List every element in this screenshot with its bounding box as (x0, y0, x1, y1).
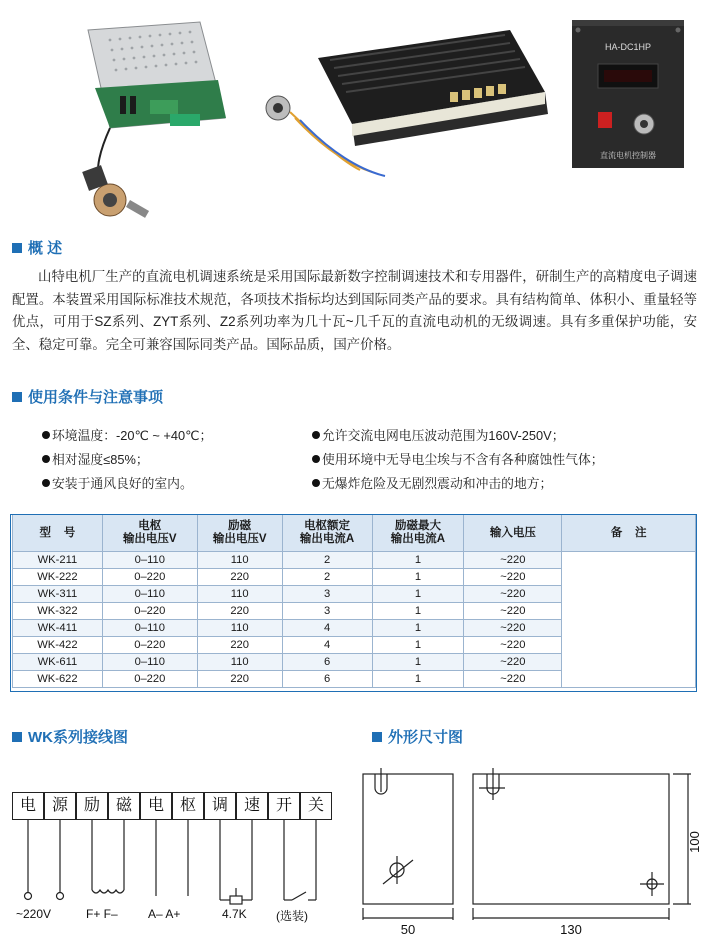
cell: ~220 (464, 671, 562, 688)
cell: 0–220 (102, 637, 197, 654)
cell: 1 (372, 654, 464, 671)
table-header-row (13, 515, 696, 552)
col-header: 励磁最大 输出电流A (372, 515, 464, 552)
notes-cell (562, 552, 696, 688)
cell-model: WK-311 (13, 586, 103, 603)
cell: 1 (372, 603, 464, 620)
terminal-power-1: 电 (12, 792, 44, 820)
cell: ~220 (464, 569, 562, 586)
cell: ~220 (464, 603, 562, 620)
cell-model: WK-211 (13, 552, 103, 569)
overview-heading (12, 237, 62, 258)
spec-table (12, 514, 696, 688)
cell: 0–220 (102, 603, 197, 620)
label-power: ~220V (16, 907, 52, 921)
terminal-power-2: 源 (44, 792, 76, 820)
bullet-icon (312, 455, 320, 463)
col-header: 备 注 (562, 515, 696, 552)
cell: 220 (197, 569, 282, 586)
cell: 0–110 (102, 620, 197, 637)
cell: 2 (282, 552, 372, 569)
bullet-icon (312, 431, 320, 439)
cell-model: WK-611 (13, 654, 103, 671)
terminal-switch-1: 开 (268, 792, 300, 820)
cell: 2 (282, 569, 372, 586)
cell: 1 (372, 569, 464, 586)
conditions-title: 使用条件与注意事项 (28, 389, 164, 406)
condition-item: 环境温度：-20℃ ~ +40℃； (42, 425, 212, 444)
wiring-heading (12, 726, 128, 747)
cell: 0–220 (102, 569, 197, 586)
cell: 110 (197, 654, 282, 671)
terminal-switch-2: 关 (300, 792, 332, 820)
dimensions-title: 外形尺寸图 (388, 729, 464, 746)
condition-item: 相对湿度≤85%； (42, 449, 149, 468)
cell: 0–110 (102, 586, 197, 603)
cell: 3 (282, 603, 372, 620)
terminal-speed-2: 速 (236, 792, 268, 820)
terminal-field-2: 磁 (108, 792, 140, 820)
col-header: 电枢额定 输出电流A (282, 515, 372, 552)
col-header: 型 号 (13, 515, 103, 552)
bullet-icon (42, 431, 50, 439)
cell-model: WK-222 (13, 569, 103, 586)
heading-square-icon (12, 243, 22, 253)
photo-open-frame-controller (82, 22, 226, 218)
cell: ~220 (464, 586, 562, 603)
condition-item: 无爆炸危险及无剧烈震动和冲击的地方； (312, 473, 552, 492)
cell: 4 (282, 620, 372, 637)
cell: 110 (197, 586, 282, 603)
label-pot: 4.7K (222, 907, 247, 921)
panel-model-label: HA-DC1HP (604, 42, 652, 52)
cell: 110 (197, 620, 282, 637)
terminal-armature-2: 枢 (172, 792, 204, 820)
bullet-icon (312, 479, 320, 487)
overview-title: 概 述 (28, 240, 63, 257)
cell: 1 (372, 637, 464, 654)
cell: 1 (372, 671, 464, 688)
dim-front-width: 130 (560, 922, 582, 937)
terminal-armature-1: 电 (140, 792, 172, 820)
condition-item: 允许交流电网电压波动范围为160V-250V； (312, 425, 565, 444)
cell: 1 (372, 552, 464, 569)
condition-item: 安装于通风良好的室内。 (42, 473, 193, 492)
heading-square-icon (12, 732, 22, 742)
label-armature: A– A+ (148, 907, 181, 921)
bullet-icon (42, 479, 50, 487)
dimensions-heading (372, 726, 463, 747)
cell: 220 (197, 603, 282, 620)
cell: 110 (197, 552, 282, 569)
cell: 220 (197, 671, 282, 688)
product-photos (0, 0, 705, 225)
cell: 6 (282, 671, 372, 688)
cell: ~220 (464, 637, 562, 654)
wiring-title: WK系列接线图 (28, 729, 128, 746)
cell: 3 (282, 586, 372, 603)
cell-model: WK-422 (13, 637, 103, 654)
cell: ~220 (464, 552, 562, 569)
cell-model: WK-622 (13, 671, 103, 688)
col-header: 输入电压 (464, 515, 562, 552)
conditions-heading (12, 386, 163, 407)
dim-side-width: 50 (400, 922, 416, 937)
heading-square-icon (372, 732, 382, 742)
cell: 4 (282, 637, 372, 654)
cell-model: WK-322 (13, 603, 103, 620)
cell: 220 (197, 637, 282, 654)
cell: 0–110 (102, 654, 197, 671)
col-header: 电枢 输出电压V (102, 515, 197, 552)
cell: 0–110 (102, 552, 197, 569)
dimension-drawing (355, 770, 700, 940)
cell-model: WK-411 (13, 620, 103, 637)
overview-paragraph: 山特电机厂生产的直流电机调速系统是采用国际最新数字控制调速技术和专用器件，研制生产的高精度电子调速配置。本装置采用国际标准技术规范，各项技术指标均达到国际同类产品的要求。具有结构简单、体积小、重量轻等优点，可用于SZ系列、ZYT系列、Z2系列功率为几十瓦~几千瓦的直流电动机的无级调速。具有多重保护功能，安全、稳定可靠。完全可兼容国际同类产品。国际品质，国产价格。 (12, 269, 697, 352)
cell: 1 (372, 620, 464, 637)
label-field: F+ F– (86, 907, 118, 921)
condition-item: 使用环境中无导电尘埃与不含有各种腐蚀性气体； (312, 449, 604, 468)
photo-enclosed-controller (266, 30, 548, 176)
wiring-lines (0, 820, 340, 915)
dim-height: 100 (687, 831, 702, 853)
cell: ~220 (464, 654, 562, 671)
terminal-field-1: 励 (76, 792, 108, 820)
cell: 0–220 (102, 671, 197, 688)
cell: ~220 (464, 620, 562, 637)
heading-square-icon (12, 392, 22, 402)
table-row (13, 552, 696, 569)
bullet-icon (42, 455, 50, 463)
terminal-speed-1: 调 (204, 792, 236, 820)
cell: 1 (372, 586, 464, 603)
cell: 6 (282, 654, 372, 671)
panel-caption: 直流电机控制器 (600, 151, 656, 160)
label-switch: (选装) (276, 909, 308, 923)
col-header: 励磁 输出电压V (197, 515, 282, 552)
